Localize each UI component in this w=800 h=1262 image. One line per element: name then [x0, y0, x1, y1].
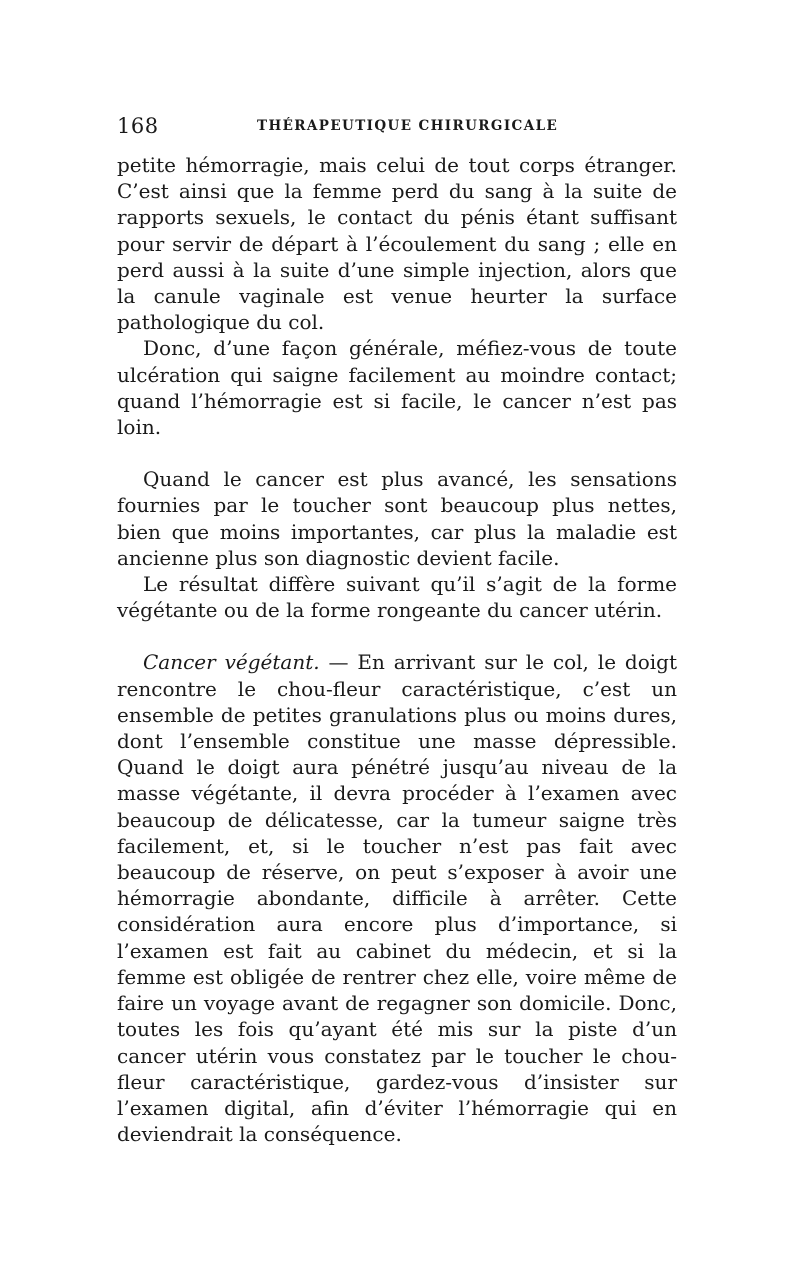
- body-text: [117, 152, 677, 1147]
- section-lead: Cancer végétant.: [143, 650, 320, 675]
- paragraph-continuation: petite hémorragie, mais celui de tout corps étranger. C’est ainsi que la femme perd du sang à la suite de rapports sexuels, le contact du pénis étant suffisant pour servir de départ à l’écoulement du sang ; elle en perd aussi à la suite d’une simple injection, alors que la canule vaginale est venue heurter la surface pathologique du col.: [117, 153, 677, 335]
- running-head: [117, 114, 677, 142]
- page-number: 168: [117, 114, 159, 138]
- paragraph-warning: Donc, d’une façon générale, méfiez-vous de toute ulcération qui saigne facilement au moindre contact; quand l’hémorragie est si facile, le cancer n’est pas loin.: [117, 336, 677, 440]
- section-body: — En arrivant sur le col, le doigt rencontre le chou-fleur caractéristique, c’est un ensemble de petites granulations plus ou moins dures, dont l’ensemble constitue une masse dépressible. Quand le doigt aura pénétré jusqu’au niveau de la masse végétante, il devra procéder à l’examen avec beaucoup de délicatesse, car la tumeur saigne très facilement, et, si le toucher n’est pas fait avec beaucoup de réserve, on peut s’exposer à avoir une hémorragie abondante, difficile à arrêter. Cette considération aura encore plus d’importance, si l’examen est fait au cabinet du médecin, et si la femme est obligée de rentrer chez elle, voire même de faire un voyage avant de regagner son domicile. Donc, toutes les fois qu’ayant été mis sur la piste d’un cancer utérin vous constatez par le toucher le chou-fleur caractéristique, gardez-vous d’insister sur l’examen digital, afin d’éviter l’hémorragie qui en deviendrait la conséquence.: [117, 650, 677, 1147]
- running-title: THÉRAPEUTIQUE CHIRURGICALE: [257, 118, 559, 134]
- paragraph-cancer-vegetant: [117, 649, 677, 1147]
- paragraph-forms: Le résultat diffère suivant qu’il s’agit de la forme végétante ou de la forme rongeante du cancer utérin.: [117, 572, 677, 623]
- paragraph-advanced-cancer: Quand le cancer est plus avancé, les sensations fournies par le toucher sont beaucoup plus nettes, bien que moins importantes, car plus la maladie est ancienne plus son diagnostic devient facile.: [117, 467, 677, 570]
